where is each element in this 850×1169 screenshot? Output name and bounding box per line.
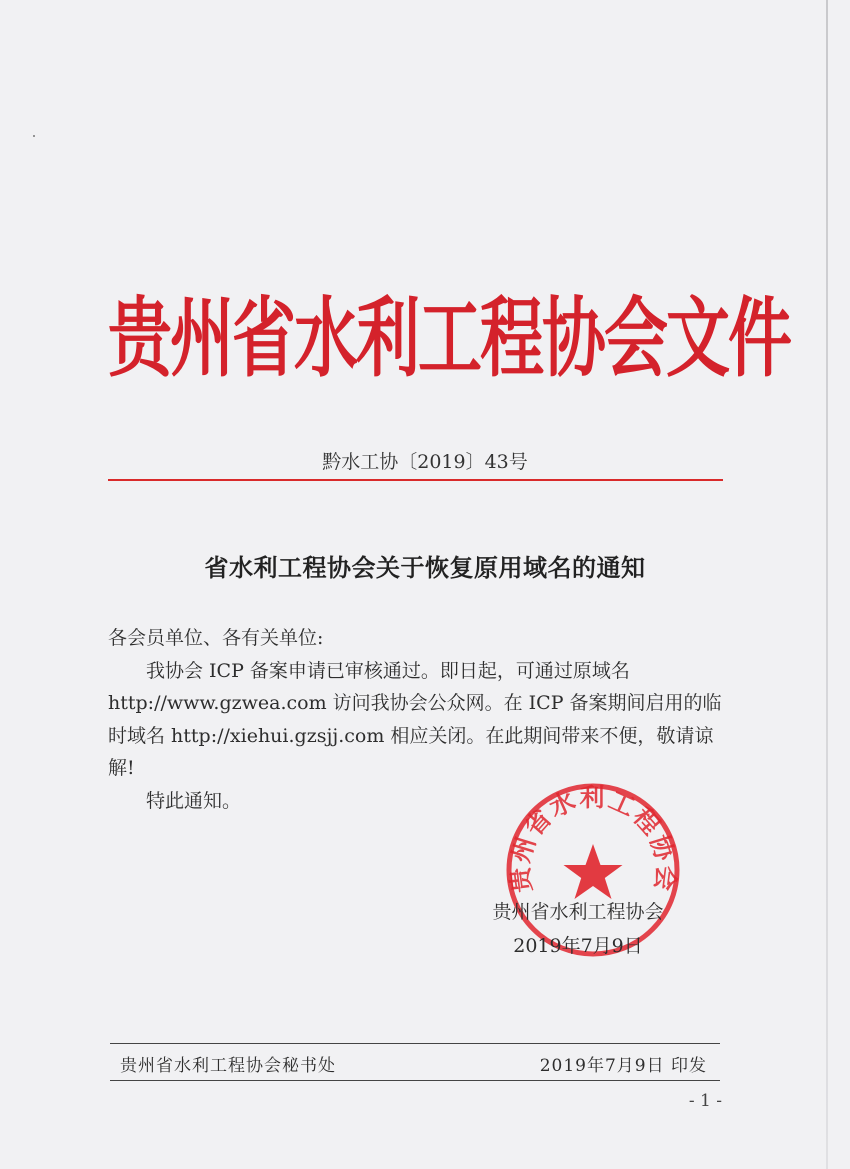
signing-organization: 贵州省水利工程协会 <box>492 901 664 923</box>
signing-date: 2019年7月9日 <box>513 935 643 957</box>
footer-top-rule <box>110 1043 720 1044</box>
document-title: 省水利工程协会关于恢复原用域名的通知 <box>204 553 646 582</box>
masthead-title: 贵州省水利工程协会文件 <box>108 289 790 390</box>
footer-issue-date: 2019年7月9日 印发 <box>539 1056 707 1076</box>
body-paragraph: 我协会 ICP 备案申请已审核通过。即日起，可通过原域名 http://www.gzwea.com 访问我协会公众网。在 ICP 备案期间启用的临时域名 http://xiehui.gzsjj.com 相应关闭。在此期间带来不便，敬请谅解! <box>108 659 722 779</box>
footer-bottom-rule <box>110 1080 720 1081</box>
document-number: 黔水工协〔2019〕43号 <box>322 451 528 473</box>
seal-star-icon <box>564 844 623 899</box>
red-separator-line <box>108 479 723 481</box>
salutation: 各会员单位、各有关单位: <box>108 627 324 649</box>
closing-line: 特此通知。 <box>146 789 242 812</box>
footer-issuer: 贵州省水利工程协会秘书处 <box>120 1056 336 1076</box>
seal-text: 贵州省水利工程协会 <box>505 783 681 895</box>
page-number: - 1 - <box>688 1091 722 1111</box>
page-edge <box>826 0 828 1169</box>
scan-speck <box>33 135 35 137</box>
